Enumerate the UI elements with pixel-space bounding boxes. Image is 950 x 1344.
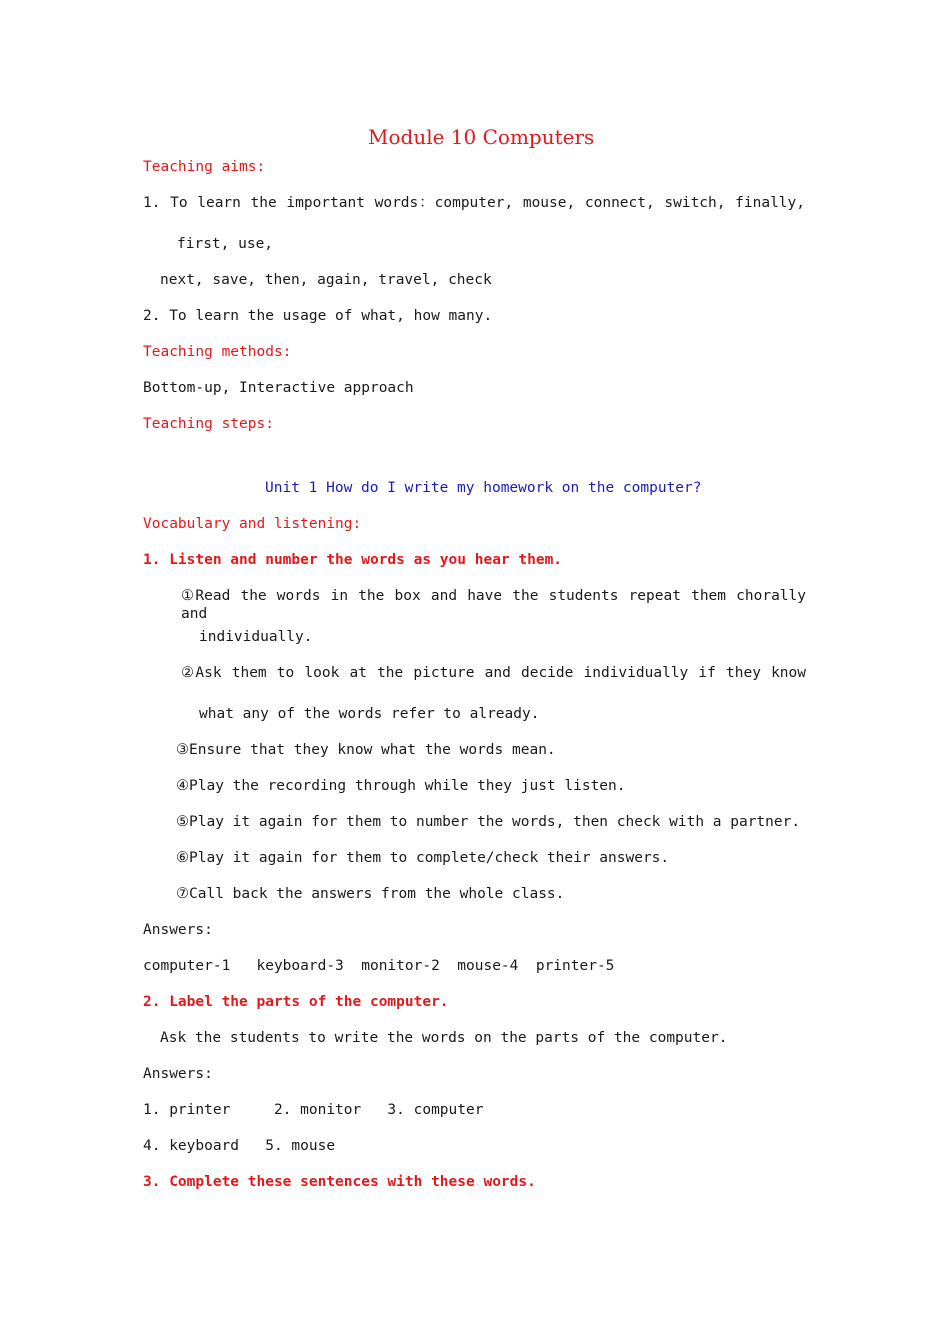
- task-2-heading: 2. Label the parts of the computer.: [143, 994, 449, 1010]
- step-2-line-1: ②Ask them to look at the picture and decide individually if they know: [181, 665, 806, 681]
- step-1-line-2: individually.: [199, 629, 313, 645]
- vocabulary-heading: Vocabulary and listening:: [143, 516, 362, 532]
- step-3: ③Ensure that they know what the words mean.: [176, 742, 556, 758]
- task-3-heading: 3. Complete these sentences with these words.: [143, 1174, 536, 1190]
- unit-title: Unit 1 How do I write my homework on the computer?: [265, 480, 702, 496]
- teaching-methods-text: Bottom-up, Interactive approach: [143, 380, 414, 396]
- teaching-methods-heading: Teaching methods:: [143, 344, 292, 360]
- answers-1: computer-1 keyboard-3 monitor-2 mouse-4 printer-5: [143, 958, 615, 974]
- teaching-aims-heading: Teaching aims:: [143, 159, 266, 175]
- answers-heading-1: Answers:: [143, 922, 213, 938]
- answers-heading-2: Answers:: [143, 1066, 213, 1082]
- aim-1-line-3: next, save, then, again, travel, check: [160, 272, 492, 288]
- answers-2-line-1: 1. printer 2. monitor 3. computer: [143, 1102, 484, 1118]
- aim-2: 2. To learn the usage of what, how many.: [143, 308, 493, 324]
- step-4: ④Play the recording through while they just listen.: [176, 778, 626, 794]
- aim-1-line-2: first, use,: [177, 236, 274, 252]
- step-6: ⑥Play it again for them to complete/check their answers.: [176, 850, 670, 866]
- answers-2-line-2: 4. keyboard 5. mouse: [143, 1138, 336, 1154]
- step-2-line-2: what any of the words refer to already.: [199, 706, 540, 722]
- step-7: ⑦Call back the answers from the whole class.: [176, 886, 565, 902]
- teaching-steps-heading: Teaching steps:: [143, 416, 274, 432]
- page-title: Module 10 Computers: [368, 125, 595, 149]
- task-2-instruction: Ask the students to write the words on the parts of the computer.: [160, 1030, 728, 1046]
- step-1-line-1: ①Read the words in the box and have the students repeat them chorally and: [181, 588, 806, 622]
- step-5: ⑤Play it again for them to number the words, then check with a partner.: [176, 814, 801, 830]
- task-1-heading: 1. Listen and number the words as you hear them.: [143, 552, 563, 568]
- aim-1-line-1: 1. To learn the important words：computer, mouse, connect, switch, finally,: [143, 195, 805, 211]
